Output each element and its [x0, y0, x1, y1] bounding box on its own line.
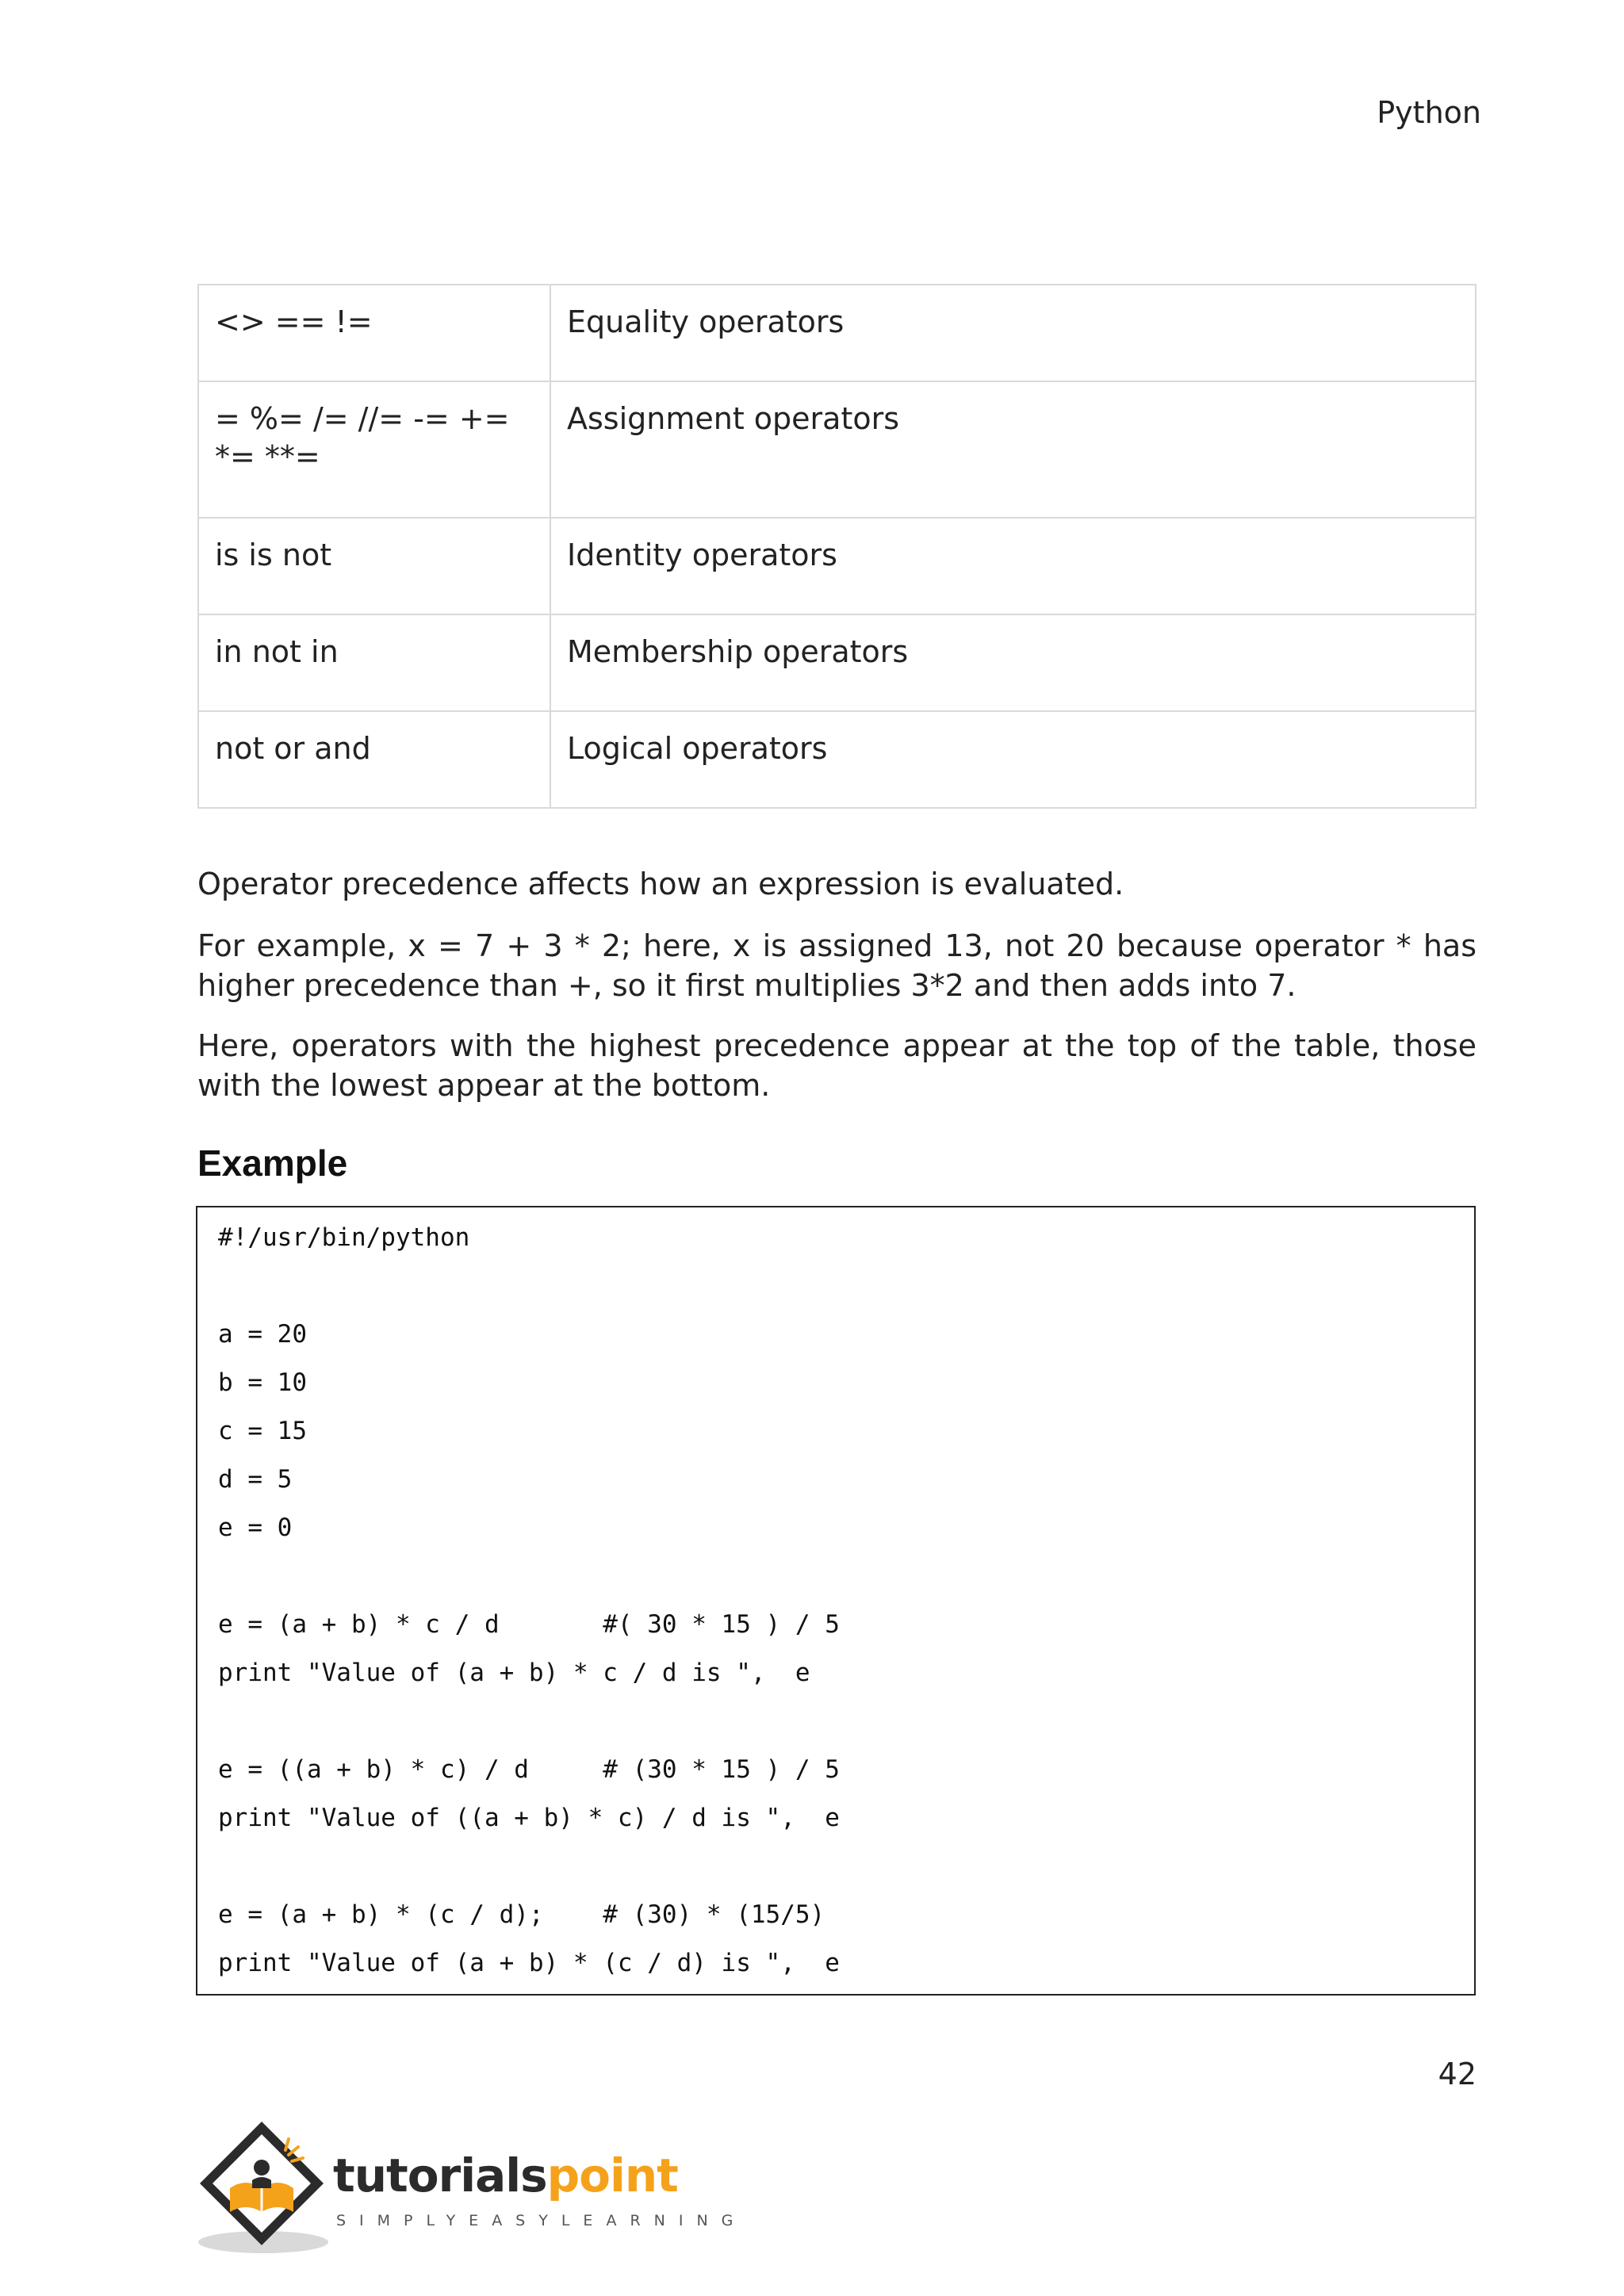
code-line: #!/usr/bin/python	[218, 1223, 470, 1252]
description-cell: Identity operators	[550, 518, 1476, 614]
body-paragraph: For example, x = 7 + 3 * 2; here, x is assigned 13, not 20 because operator * has higher precedence than +, so it first multiplies 3*2 and then adds into 7.	[197, 928, 1477, 1003]
operators-cell: <> == !=	[198, 285, 550, 381]
operators-table	[197, 284, 1477, 809]
tutorialspoint-logo	[193, 2115, 747, 2258]
code-line: print "Value of (a + b) * c / d is ", e	[218, 1659, 810, 1687]
code-line: e = (a + b) * c / d #( 30 * 15 ) / 5	[218, 1610, 840, 1639]
code-line: e = (a + b) * (c / d); # (30) * (15/5)	[218, 1900, 825, 1929]
code-line: a = 20	[218, 1320, 307, 1349]
body-paragraph: Here, operators with the highest precedence appear at the top of the table, those with the lowest appear at the bottom.	[197, 1028, 1477, 1103]
running-header: Python	[1377, 95, 1481, 130]
operators-cell: is is not	[198, 518, 550, 614]
description-cell: Equality operators	[550, 285, 1476, 381]
section-heading: Example	[197, 1142, 348, 1184]
page-number: 42	[1438, 2057, 1477, 2091]
operators-cell: = %= /= //= -= += *= **=	[198, 381, 550, 518]
code-line: e = ((a + b) * c) / d # (30 * 15 ) / 5	[218, 1755, 840, 1784]
table-row	[198, 518, 1476, 614]
operators-cell: in not in	[198, 614, 550, 711]
table-row	[198, 614, 1476, 711]
logo-wordmark	[333, 2149, 678, 2202]
table-row	[198, 381, 1476, 518]
logo-tagline: SIMPLYEASYLEARNING	[336, 2212, 747, 2229]
code-line: b = 10	[218, 1368, 307, 1397]
code-line: print "Value of ((a + b) * c) / d is ", e	[218, 1804, 840, 1832]
code-line: c = 15	[218, 1417, 307, 1445]
code-block	[196, 1206, 1476, 1996]
description-cell: Logical operators	[550, 711, 1476, 808]
table-row	[198, 285, 1476, 381]
operators-cell: not or and	[198, 711, 550, 808]
description-cell: Membership operators	[550, 614, 1476, 711]
code-line: d = 5	[218, 1465, 293, 1494]
body-paragraph: Operator precedence affects how an expression is evaluated.	[197, 867, 1124, 901]
table-row	[198, 711, 1476, 808]
code-line: print "Value of (a + b) * (c / d) is ", e	[218, 1949, 840, 1977]
logo-word-accent: point	[546, 2149, 678, 2202]
logo-word-dark: tutorials	[333, 2149, 547, 2202]
description-cell: Assignment operators	[550, 381, 1476, 518]
code-line: e = 0	[218, 1513, 293, 1542]
logo-diamond-icon	[193, 2115, 336, 2258]
